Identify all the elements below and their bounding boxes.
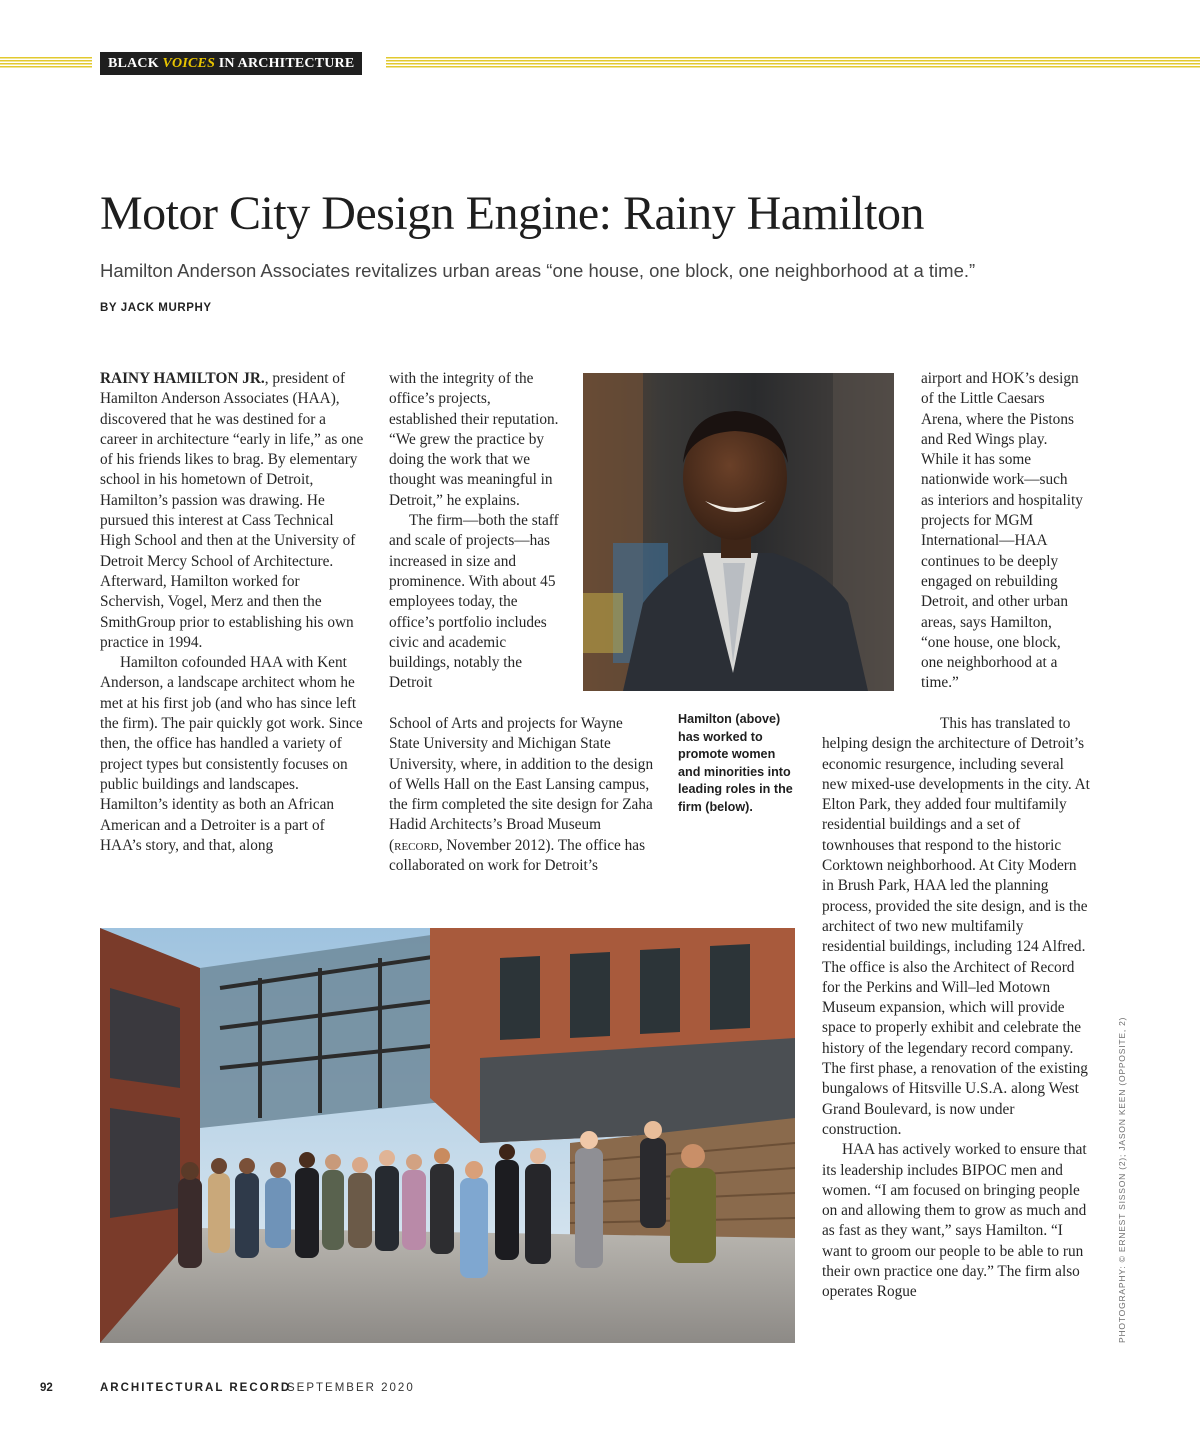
body-column-3-bottom — [822, 714, 1090, 1303]
body-paragraph: RAINY HAMILTON JR., president of Hamilton Anderson Associates (HAA), discovered that he was destined for a career in architecture “early in life,” as one of his friends likes to brag. By elementary school in his hometown of Detroit, Hamilton’s passion was drawing. He pursued this interest at Cass Technical High School and then at the University of Detroit Mercy School of Architecture. Afterward, Hamilton worked for Schervish, Vogel, Merz and then the SmithGroup prior to establishing his own practice in 1994. — [100, 370, 364, 651]
body-column-1 — [100, 369, 366, 856]
body-paragraph: airport and HOK’s design of the Little Caesars Arena, where the Pistons and Red Wings play. While it has some nationwide work—such as interiors and hospitality projects for MGM International—HAA continues to be deeply engaged on rebuilding Detroit, and other urban areas, says Hamilton, “one house, one block, one neighborhood at a time.” — [921, 370, 1083, 692]
photo-credit: PHOTOGRAPHY: © ERNEST SISSON (2); JASON KEEN (OPPOSITE, 2) — [1117, 1016, 1127, 1343]
record-smallcaps: record — [394, 836, 439, 854]
body-paragraph: The firm—both the staff and scale of projects—has increased in size and prominence. With about 45 employees today, the office’s portfolio includes civic and academic buildings, notably the Detroit — [389, 512, 559, 692]
page-number: 92 — [40, 1382, 53, 1394]
photo-caption: Hamilton (above) has worked to promote women and minorities into leading roles in the firm (below). — [678, 712, 793, 814]
section-banner — [100, 52, 362, 75]
body-paragraph: HAA has actively worked to ensure that its leadership includes BIPOC men and women. “I am focused on bringing people on and allowing them to grow as much and as fast as they want,” says Hamilton. “I want to groom our people to be able to run their own practice one day.” The firm also operates Rogue — [822, 1141, 1087, 1301]
publication-name: ARCHITECTURAL RECORD — [100, 1382, 292, 1394]
article-dek: Hamilton Anderson Associates revitalizes urban areas “one house, one block, one neighborhood at a time.” — [100, 260, 976, 281]
body-column-3-top — [921, 369, 1083, 694]
banner-stripe-right — [386, 57, 1200, 69]
body-paragraph: This has translated to helping design the architecture of Detroit’s economic resurgence, including several new mixed-use developments in the city. At Elton Park, they added four multifamily residential buildings and a set of townhouses that respond to the historic Corktown neighborhood. At City Modern in Brush Park, HAA led the planning process, provided the site design, and is the architect of two new multifamily residential buildings, including 124 Alfred. The office is also the Architect of Record for the Perkins and Will–led Motown Museum expansion, which will provide space to properly exhibit and celebrate the history of the legendary record company. The first phase, a renovation of the existing bungalows of Hitsville U.S.A. along West Grand Boulevard, is now under construction. — [822, 715, 1090, 1138]
banner-stripe-left — [0, 57, 92, 69]
body-paragraph: School of Arts and projects for Wayne State University and Michigan State University, where, in addition to the design of Wells Hall on the East Lansing campus, the firm completed the site design for Zaha Hadid Architects’s Broad Museum (record, November 2012). The office has collaborated on work for Detroit’s — [389, 715, 654, 875]
body-paragraph: Hamilton cofounded HAA with Kent Anderson, a landscape architect whom he met at his first job (and who has since left the firm). The pair quickly got work. Since then, the office has handled a variety of project types but consistently focuses on public buildings and landscapes. Hamilton’s identity as both an African American and a Detroiter is a part of HAA’s story, and that, along — [100, 654, 363, 854]
issue-date: SEPTEMBER 2020 — [287, 1382, 415, 1394]
body-paragraph: with the integrity of the office’s projects, established their reputation. “We grew the practice by doing the work that we thought was meaningful in Detroit,” he explains. — [389, 370, 559, 509]
banner-prefix: BLACK — [108, 56, 163, 71]
body-column-2-top — [389, 369, 559, 694]
lead-name: RAINY HAMILTON JR. — [100, 370, 265, 387]
portrait-illustration — [583, 373, 894, 691]
article-headline: Motor City Design Engine: Rainy Hamilton — [100, 187, 924, 240]
banner-accent-word: VOICES — [162, 56, 216, 71]
body-column-2-bottom — [389, 714, 654, 876]
group-photo-illustration — [100, 928, 795, 1343]
byline: BY JACK MURPHY — [100, 302, 212, 314]
banner-suffix: IN ARCHITECTURE — [215, 56, 355, 71]
group-photo — [100, 928, 795, 1343]
portrait-photo — [583, 373, 894, 691]
